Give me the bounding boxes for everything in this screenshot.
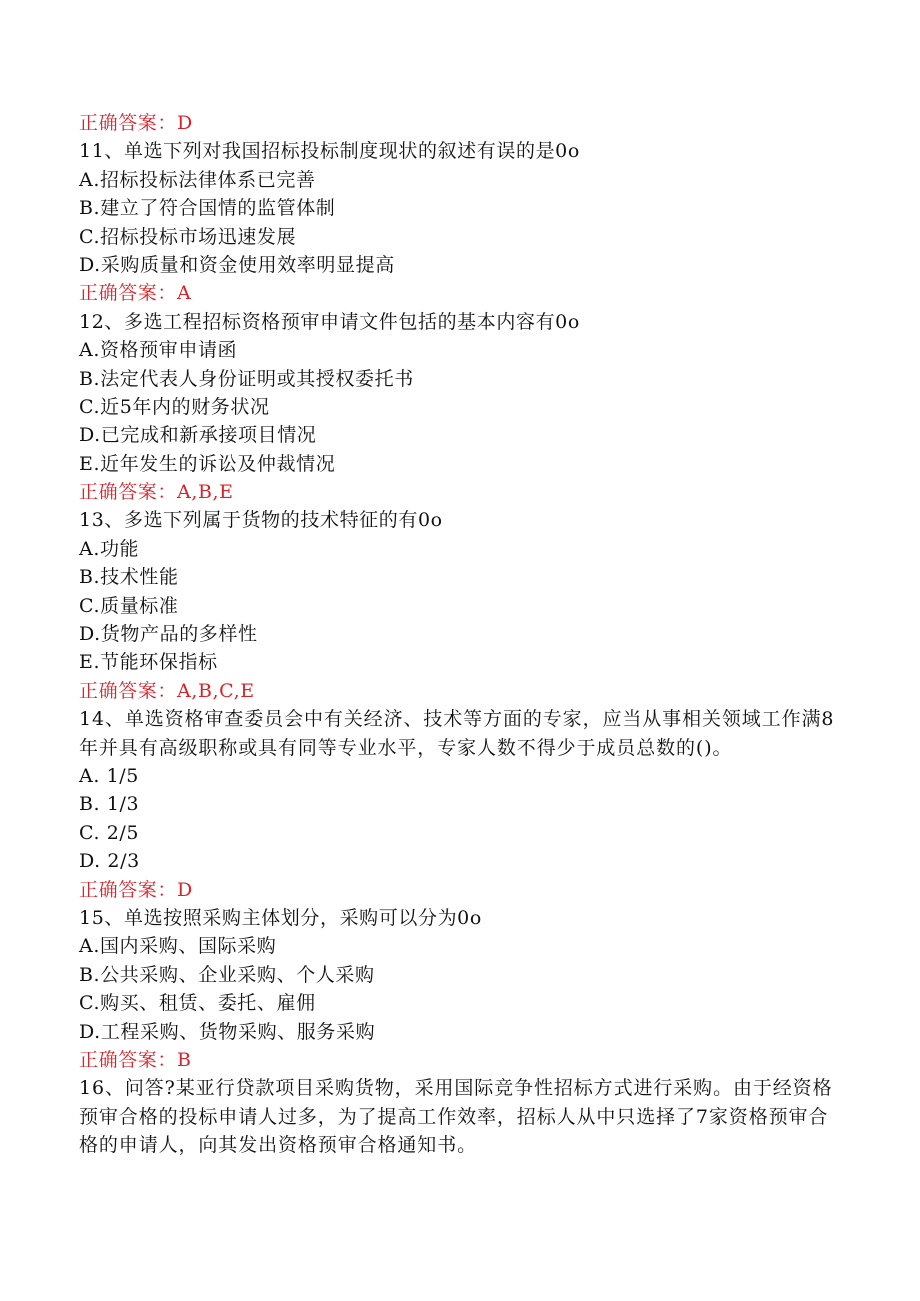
option-c-q11: C.招标投标市场迅速发展 <box>79 225 297 248</box>
question-stem-q11: 11、单选下列对我国招标投标制度现状的叙述有误的是0o <box>79 140 580 163</box>
answer-line-q14 <box>79 876 839 904</box>
answer-label: 正确答案： <box>79 878 178 901</box>
answer-value: D <box>177 112 193 134</box>
option-a-q11: A.招标投标法律体系已完善 <box>79 168 316 191</box>
option-c-q14: C. 2/5 <box>79 821 140 844</box>
answer-line-q10 <box>79 109 839 137</box>
answer-value: D <box>177 878 193 901</box>
question-stem-q15: 15、单选按照采购主体划分，采购可以分为0o <box>79 906 482 929</box>
option-c-q15: C.购买、租赁、委托、雇佣 <box>79 992 316 1015</box>
answer-line-q13 <box>79 677 839 705</box>
answer-label: 正确答案： <box>79 1048 178 1071</box>
option-b-q11: B.建立了符合国情的监管体制 <box>79 197 336 220</box>
option-d-q15: D.工程采购、货物采购、服务采购 <box>79 1020 376 1043</box>
option-a-q13: A.功能 <box>79 537 140 560</box>
option-e-q12: E.近年发生的诉讼及仲裁情况 <box>79 452 336 475</box>
answer-value: A,B,C,E <box>177 679 255 702</box>
option-b-q15: B.公共采购、企业采购、个人采购 <box>79 963 375 986</box>
answer-value: B <box>177 1048 192 1071</box>
answer-label: 正确答案： <box>79 282 178 305</box>
question-list <box>79 109 839 1160</box>
option-c-q13: C.质量标准 <box>79 594 179 617</box>
option-a-q15: A.国内采购、国际采购 <box>79 935 277 958</box>
answer-value: A,B,E <box>177 481 234 504</box>
option-b-q14: B. 1/3 <box>79 793 140 816</box>
question-stem-q14: 14、单选资格审查委员会中有关经济、技术等方面的专家，应当从事相关领域工作满8年并具有高级职称或具有同等专业水平，专家人数不得少于成员总数的()。 <box>79 708 835 759</box>
option-b-q12: B.法定代表人身份证明或其授权委托书 <box>79 367 414 390</box>
answer-label: 正确答案： <box>79 481 178 504</box>
answer-line-q11 <box>79 279 839 307</box>
option-a-q14: A. 1/5 <box>79 765 139 788</box>
answer-value: A <box>177 282 192 305</box>
question-stem-q12: 12、多选工程招标资格预审申请文件包括的基本内容有0o <box>79 310 580 333</box>
option-e-q13: E.节能环保指标 <box>79 651 218 674</box>
option-d-q14: D. 2/3 <box>79 850 140 873</box>
option-d-q13: D.货物产品的多样性 <box>79 623 258 646</box>
answer-line-q15 <box>79 1046 839 1074</box>
option-b-q13: B.技术性能 <box>79 566 179 589</box>
option-d-q12: D.已完成和新承接项目情况 <box>79 424 317 447</box>
option-a-q12: A.资格预审申请函 <box>79 339 238 362</box>
answer-label: 正确答案： <box>79 112 178 134</box>
question-stem-q13: 13、多选下列属于货物的技术特征的有0o <box>79 509 443 532</box>
answer-label: 正确答案： <box>79 679 178 702</box>
answer-line-q12 <box>79 478 839 506</box>
question-stem-q16: 16、问答?某亚行贷款项目采购货物，采用国际竞争性招标方式进行采购。由于经资格预审合格的投标申请人过多，为了提高工作效率，招标人从中只选择了7家资格预审合格的申请人，向其发出资格预审合格通知书。 <box>79 1077 833 1157</box>
option-c-q12: C.近5年内的财务状况 <box>79 395 270 418</box>
option-d-q11: D.采购质量和资金使用效率明显提高 <box>79 253 395 276</box>
